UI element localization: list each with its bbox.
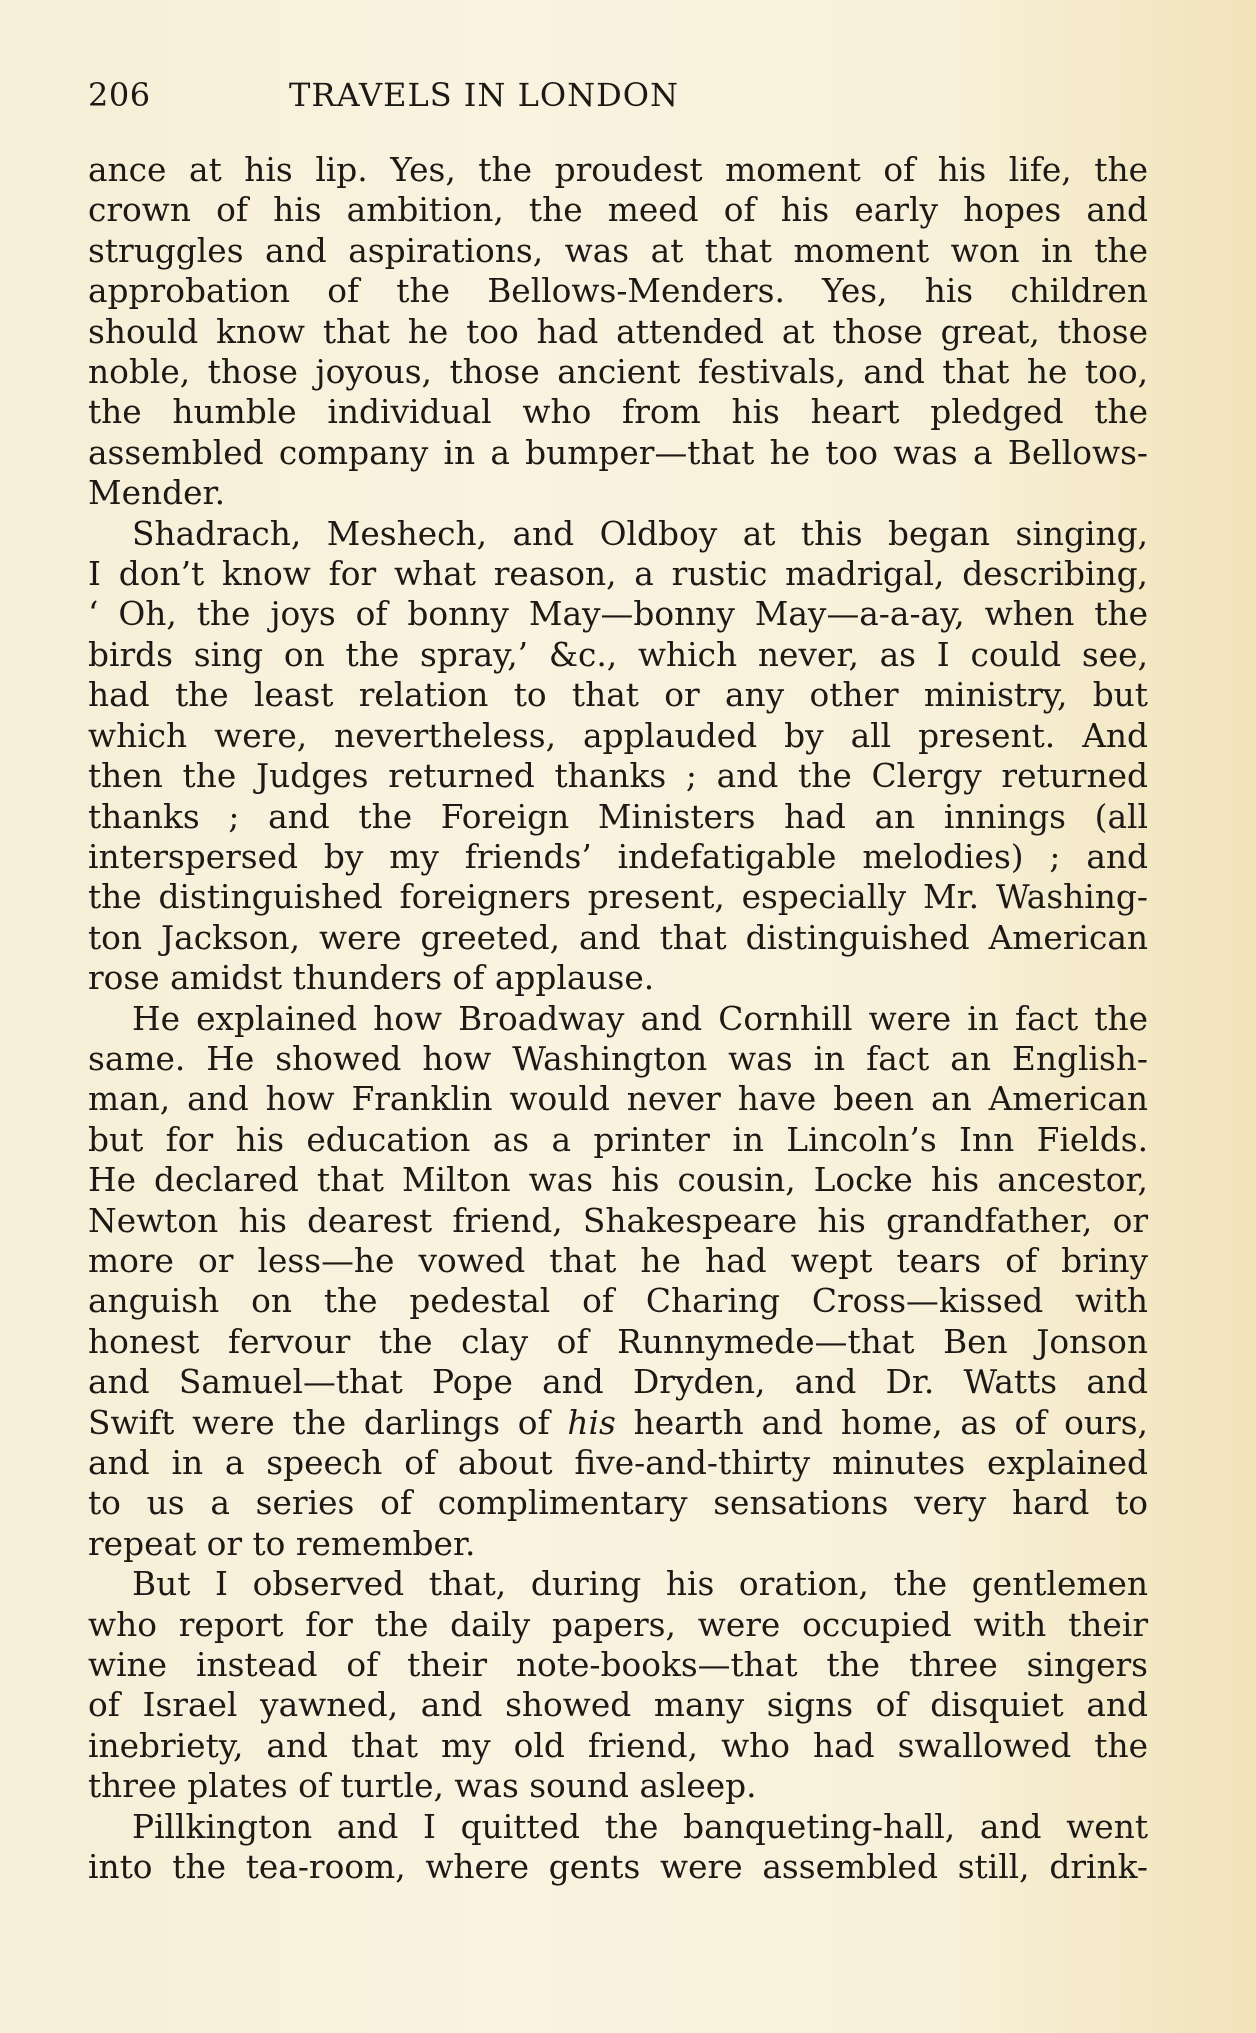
text-line: interspersed by my friends’ indefatigable melodies) ; and xyxy=(88,837,1148,876)
text-line: man, and how Franklin would never have been an American xyxy=(88,1080,1148,1119)
text-line: crown of his ambition, the meed of his early hopes and xyxy=(88,191,1148,230)
text-line: wine instead of their note-books—that the three singers xyxy=(88,1646,1148,1685)
text-line-with-italic xyxy=(88,1403,1148,1443)
text-line: Shadrach, Meshech, and Oldboy at this began singing, xyxy=(132,514,1148,553)
paragraph-2 xyxy=(88,514,1148,999)
running-title: TRAVELS IN LONDON xyxy=(289,76,679,114)
body-text xyxy=(88,150,1148,1887)
text-line: struggles and aspirations, was at that moment won in the xyxy=(88,231,1148,270)
text-line: had the least relation to that or any other ministry, but xyxy=(88,676,1148,715)
paragraph-1 xyxy=(88,150,1148,514)
text-line: repeat or to remember. xyxy=(88,1524,476,1563)
text-line: I don’t know for what reason, a rustic madrigal, describing, xyxy=(88,555,1148,594)
text-line: But I observed that, during his oration, the gentlemen xyxy=(132,1565,1148,1604)
paragraph-3 xyxy=(88,999,1148,1565)
text-line: and Samuel—that Pope and Dryden, and Dr. Watts and xyxy=(88,1363,1148,1402)
text-line: ‘ Oh, the joys of bonny May—bonny May—a-a-ay, when the xyxy=(88,595,1148,634)
text-line: should know that he too had attended at those great, those xyxy=(88,312,1148,351)
text-line: three plates of turtle, was sound asleep. xyxy=(88,1767,757,1806)
text-line: who report for the daily papers, were occupied with their xyxy=(88,1605,1148,1644)
text-line: honest fervour the clay of Runnymede—that Ben Jonson xyxy=(88,1322,1148,1361)
paragraph-5 xyxy=(88,1807,1148,1888)
text-line: which were, nevertheless, applauded by all present. And xyxy=(88,716,1148,755)
text-fragment: Swift were the darlings of xyxy=(88,1403,568,1442)
text-line: same. He showed how Washington was in fact an English- xyxy=(88,1039,1148,1078)
text-line: then the Judges returned thanks ; and the Clergy returned xyxy=(88,757,1148,796)
paragraph-4 xyxy=(88,1564,1148,1806)
text-line: more or less—he vowed that he had wept tears of briny xyxy=(88,1241,1148,1280)
text-line: of Israel yawned, and showed many signs of disquiet and xyxy=(88,1686,1148,1725)
text-line: to us a series of complimentary sensations very hard to xyxy=(88,1484,1148,1523)
text-line: ance at his lip. Yes, the proudest moment of his life, the xyxy=(88,151,1148,189)
text-line: Pillkington and I quitted the banqueting-hall, and went xyxy=(132,1807,1148,1846)
text-line: birds sing on the spray,’ &c., which never, as I could see, xyxy=(88,635,1148,674)
text-line: thanks ; and the Foreign Ministers had an innings (all xyxy=(88,797,1148,836)
text-line: and in a speech of about five-and-thirty minutes explained xyxy=(88,1444,1148,1482)
page-header xyxy=(88,76,820,122)
page-number: 206 xyxy=(88,76,151,114)
text-line: assembled company in a bumper—that he too was a Bellows- xyxy=(88,433,1148,472)
text-line: He explained how Broadway and Cornhill were in fact the xyxy=(132,999,1148,1038)
text-line: Mender. xyxy=(88,474,226,513)
text-line: the distinguished foreigners present, especially Mr. Washing- xyxy=(88,878,1148,917)
text-line: ton Jackson, were greeted, and that distinguished American xyxy=(88,918,1148,957)
text-line: Newton his dearest friend, Shakespeare his grandfather, or xyxy=(88,1201,1148,1240)
text-line: the humble individual who from his heart pledged the xyxy=(88,393,1148,432)
text-line: noble, those joyous, those ancient festivals, and that he too, xyxy=(88,353,1148,392)
italic-word: his xyxy=(567,1403,616,1442)
text-line: into the tea-room, where gents were assembled still, drink- xyxy=(88,1848,1148,1887)
text-line: He declared that Milton was his cousin, Locke his ancestor, xyxy=(88,1161,1148,1200)
text-line: approbation of the Bellows-Menders. Yes, his children xyxy=(88,272,1148,311)
text-line: but for his education as a printer in Lincoln’s Inn Fields. xyxy=(88,1120,1148,1159)
text-fragment: hearth and home, as of ours, xyxy=(615,1403,1148,1442)
text-line: rose amidst thunders of applause. xyxy=(88,959,655,998)
text-line: anguish on the pedestal of Charing Cross—kissed with xyxy=(88,1282,1148,1321)
text-line: inebriety, and that my old friend, who had swallowed the xyxy=(88,1726,1148,1765)
